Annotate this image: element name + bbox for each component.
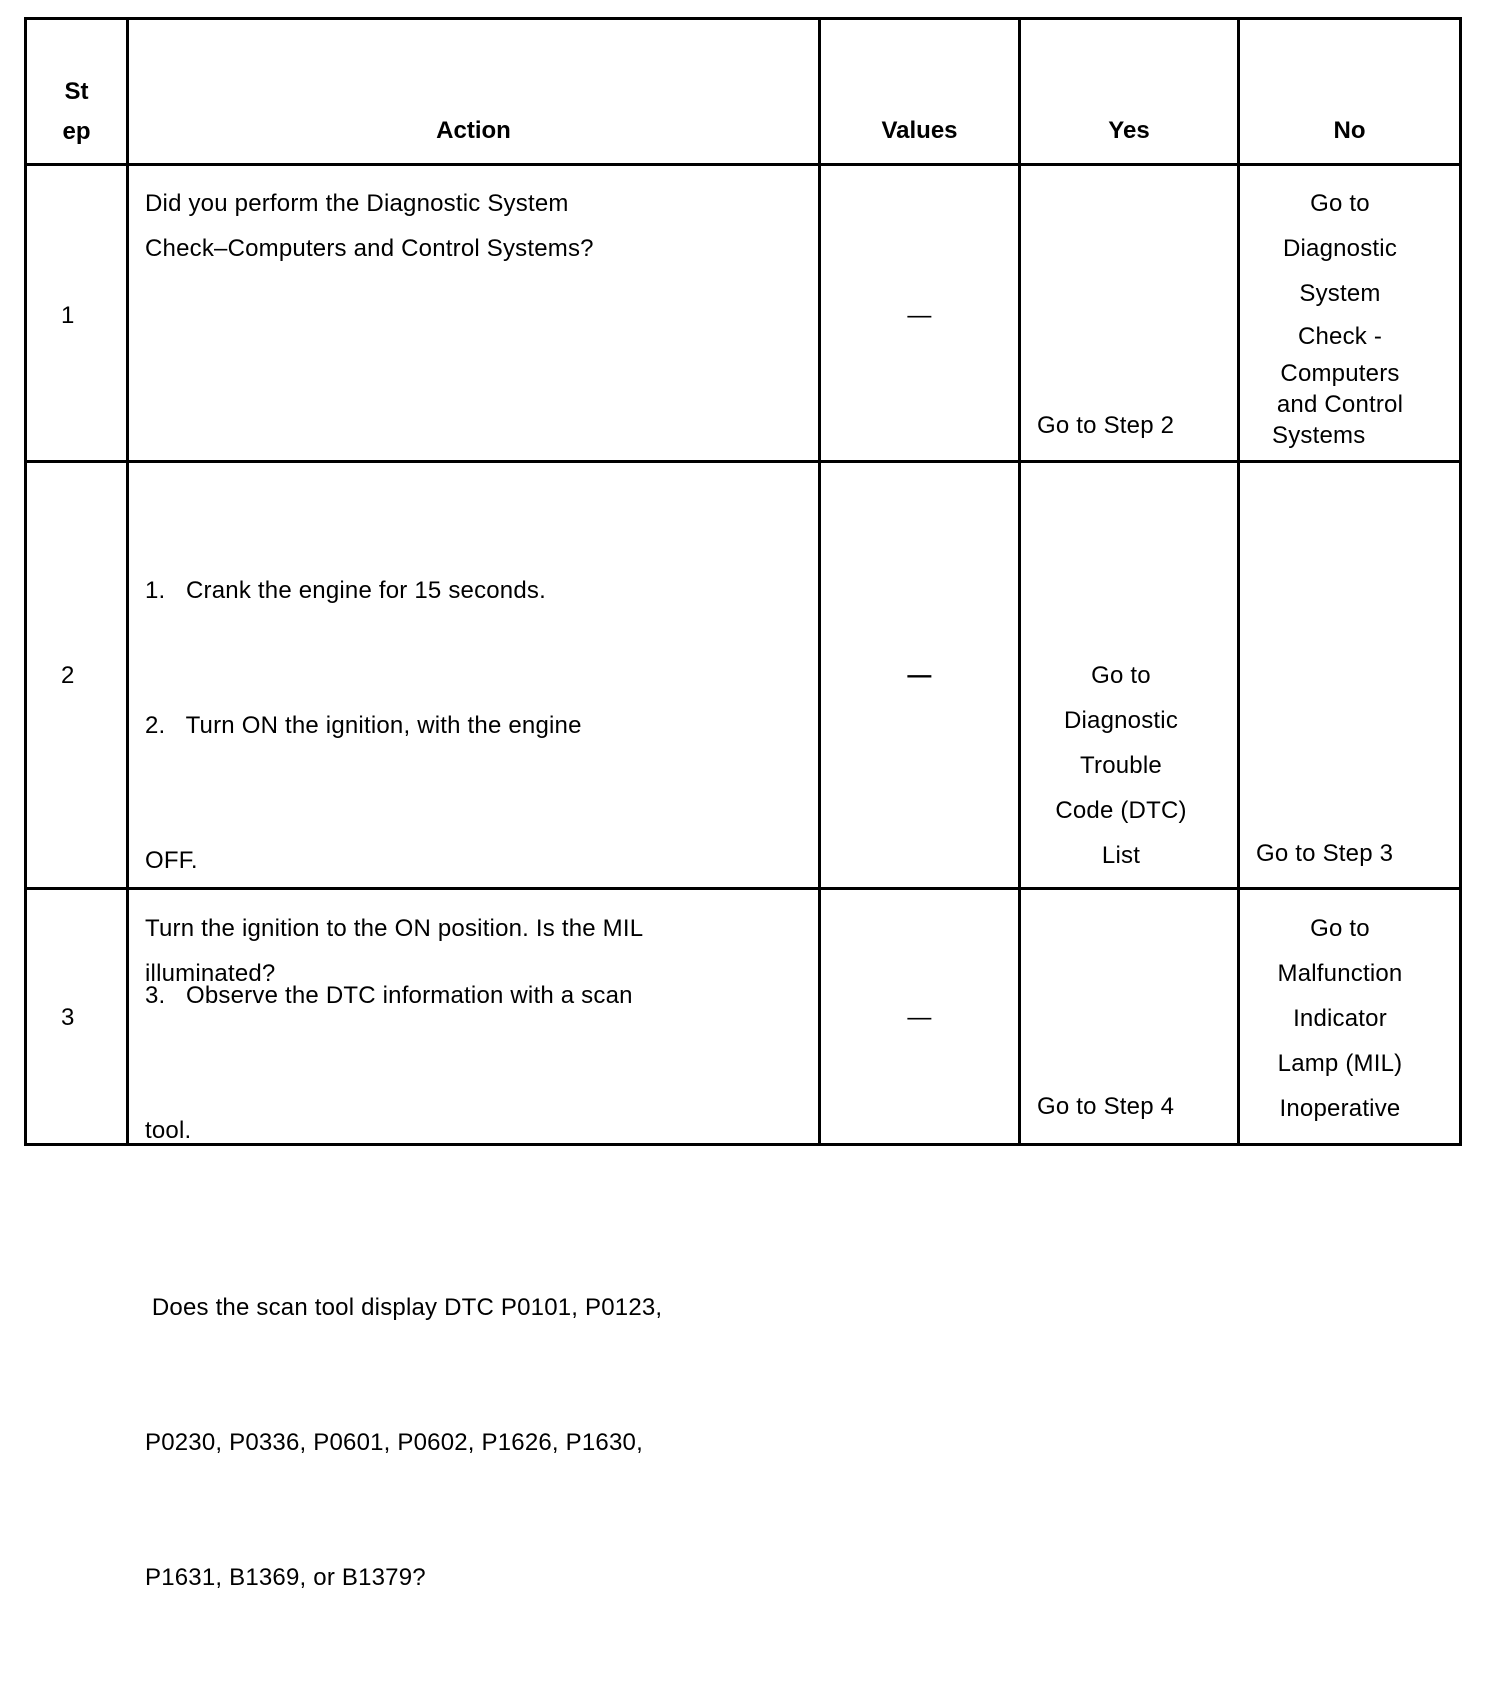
row-2-action [145,478,662,1690]
no-line: System [1299,280,1381,307]
table-border-top [24,17,1462,20]
action-line: P0230, P0336, P0601, P0602, P1626, P1630, [145,1429,643,1456]
row-2-yes [1021,653,1221,878]
no-line: Lamp (MIL) [1277,1050,1403,1077]
row-1-values: — [907,302,932,329]
no-line: Check - [1297,323,1383,350]
row-divider-1 [24,460,1462,463]
row-2-no: Go to Step 3 [1256,840,1394,867]
no-line: Computers [1280,360,1400,387]
yes-line: Code (DTC) [1055,797,1187,824]
no-line: Diagnostic [1282,235,1398,262]
header-action: Action [436,117,511,144]
action-line: Did you perform the Diagnostic System [145,190,569,217]
yes-line: Trouble [1080,752,1162,779]
action-line: Check–Computers and Control Systems? [145,235,594,262]
row-3-yes: Go to Step 4 [1037,1093,1175,1120]
row-3-values: — [907,1004,932,1031]
header-step [27,72,126,152]
action-line: Turn the ignition to the ON position. Is the MIL [145,915,644,942]
action-line: illuminated? [145,960,276,987]
action-line: tool. [145,1117,192,1144]
row-1-no [1240,181,1440,451]
row-2-step: 2 [61,662,75,689]
no-line: Inoperative [1279,1095,1401,1122]
col-divider-values [1018,17,1021,1146]
header-values: Values [881,117,958,144]
row-3-no [1240,906,1440,1131]
header-divider [24,163,1462,166]
action-line: OFF. [145,847,198,874]
header-yes: Yes [1108,117,1150,144]
col-divider-action [818,17,821,1146]
row-2-values: — [907,662,932,689]
col-border-left [24,17,27,1146]
header-step-line1: St [64,78,89,105]
yes-line: Diagnostic [1063,707,1179,734]
row-3-action [145,906,643,996]
row-3-step: 3 [61,1004,75,1031]
col-divider-step [126,17,129,1146]
row-1-action [145,181,594,271]
no-line: Malfunction [1277,960,1403,987]
row-1-yes: Go to Step 2 [1037,412,1175,439]
action-line: Does the scan tool display DTC P0101, P0123, [145,1294,663,1321]
no-line: Indicator [1293,1005,1387,1032]
yes-line: Go to [1091,662,1151,689]
no-line: Systems [1272,422,1366,449]
action-line: 3. Observe the DTC information with a scan [145,982,633,1009]
col-border-right [1459,17,1462,1146]
no-line: Go to [1310,190,1370,217]
no-line: and Control [1276,391,1404,418]
action-line: P1631, B1369, or B1379? [145,1564,426,1591]
header-no: No [1333,117,1366,144]
action-line: 1. Crank the engine for 15 seconds. [145,577,546,604]
no-line: Go to [1310,915,1370,942]
action-line: 2. Turn ON the ignition, with the engine [145,712,582,739]
yes-line: List [1101,842,1141,869]
header-step-line2: ep [62,118,91,145]
row-1-step: 1 [61,302,75,329]
